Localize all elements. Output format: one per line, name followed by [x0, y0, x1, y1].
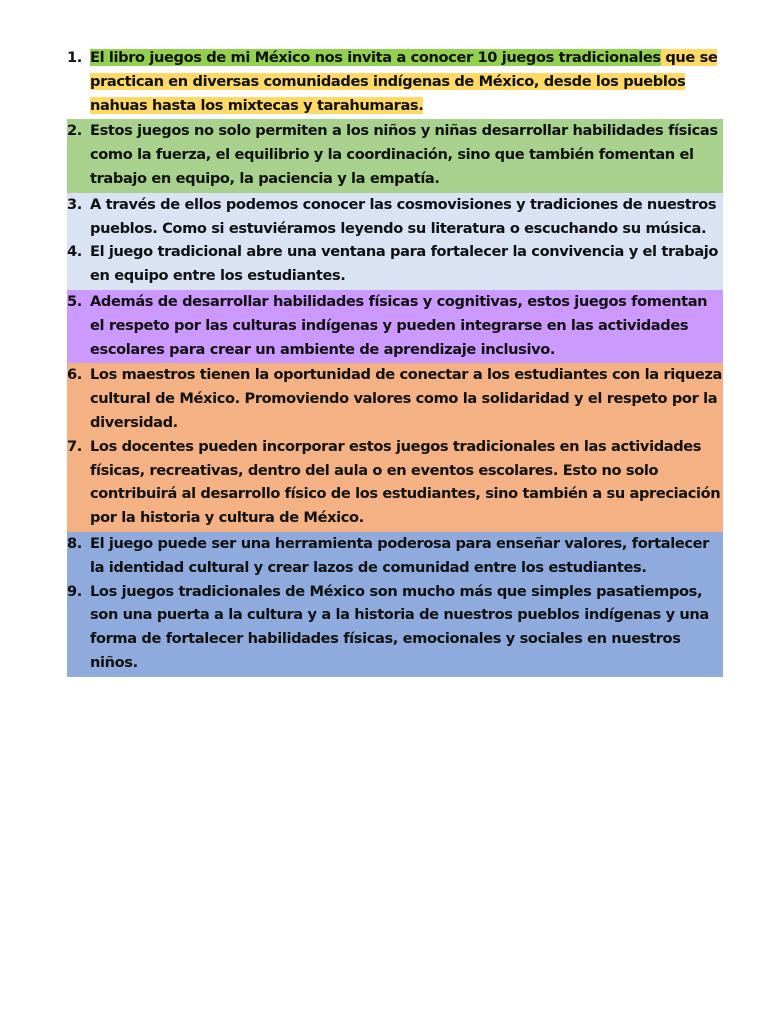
item-number: 4. — [67, 243, 82, 261]
list-item-5 — [67, 290, 723, 361]
block-4 — [67, 290, 723, 363]
item-number: 3. — [67, 195, 82, 213]
list-item-3 — [67, 193, 723, 241]
item-text — [90, 46, 723, 117]
list-item-2 — [67, 119, 723, 190]
block-1 — [67, 46, 723, 119]
item-number: 9. — [67, 582, 82, 600]
numbered-list — [67, 46, 723, 677]
item-text: A través de ellos podemos conocer las cosmovisiones y tradiciones de nuestros pueblos. Como si estuviéramos leyendo su literatura o escuchando su música. — [90, 195, 717, 237]
item-number: 8. — [67, 534, 82, 552]
item-number: 7. — [67, 437, 82, 455]
block-6 — [67, 532, 723, 677]
item-text: El juego puede ser una herramienta poderosa para enseñar valores, fortalecer la identidad cultural y crear lazos de comunidad entre los estudiantes. — [90, 534, 709, 576]
list-item-6 — [67, 363, 723, 434]
list-item-9 — [67, 580, 723, 675]
item-text: Los maestros tienen la oportunidad de conectar a los estudiantes con la riqueza cultural de México. Promoviendo valores como la solidaridad y el respeto por la diversidad. — [90, 366, 723, 431]
list-item-1 — [67, 46, 723, 117]
item-number: 1. — [67, 49, 82, 66]
list-item-4 — [67, 240, 723, 288]
item-number: 2. — [67, 122, 82, 140]
yellow-highlight-text: que se practican en diversas comunidades indígenas de México, desde los pueblos nahuas hasta los mixtecas y tarahumaras. — [90, 49, 718, 114]
item-text: Los docentes pueden incorporar estos juegos tradicionales en las actividades físicas, recreativas, dentro del aula o en eventos escolares. Esto no solo contribuirá al desarrollo físico de los estudiantes, sino también a su apreciación por la historia y cultura de México. — [90, 437, 721, 527]
block-5 — [67, 363, 723, 532]
green-highlight-text: El libro juegos de mi México nos invita a conocer 10 juegos tradicionales — [90, 49, 661, 66]
item-text: El juego tradicional abre una ventana para fortalecer la convivencia y el trabajo en equipo entre los estudiantes. — [90, 243, 719, 285]
item-number: 6. — [67, 366, 82, 384]
block-3 — [67, 193, 723, 290]
item-text: Además de desarrollar habilidades físicas y cognitivas, estos juegos fomentan el respeto por las culturas indígenas y pueden integrarse en las actividades escolares para crear un ambiente de aprendizaje inclusivo. — [90, 292, 708, 358]
list-item-8 — [67, 532, 723, 580]
list-item-7 — [67, 435, 723, 530]
item-text: Estos juegos no solo permiten a los niños y niñas desarrollar habilidades físicas como la fuerza, el equilibrio y la coordinación, sino que también fomentan el trabajo en equipo, la paciencia y la empatía. — [90, 122, 718, 187]
item-text: Los juegos tradicionales de México son mucho más que simples pasatiempos, son una puerta a la cultura y a la historia de nuestros pueblos indígenas y una forma de fortalecer habilidades físicas, emocionales y sociales en nuestros niños. — [90, 582, 709, 671]
item-number: 5. — [67, 292, 82, 310]
block-2 — [67, 119, 723, 192]
